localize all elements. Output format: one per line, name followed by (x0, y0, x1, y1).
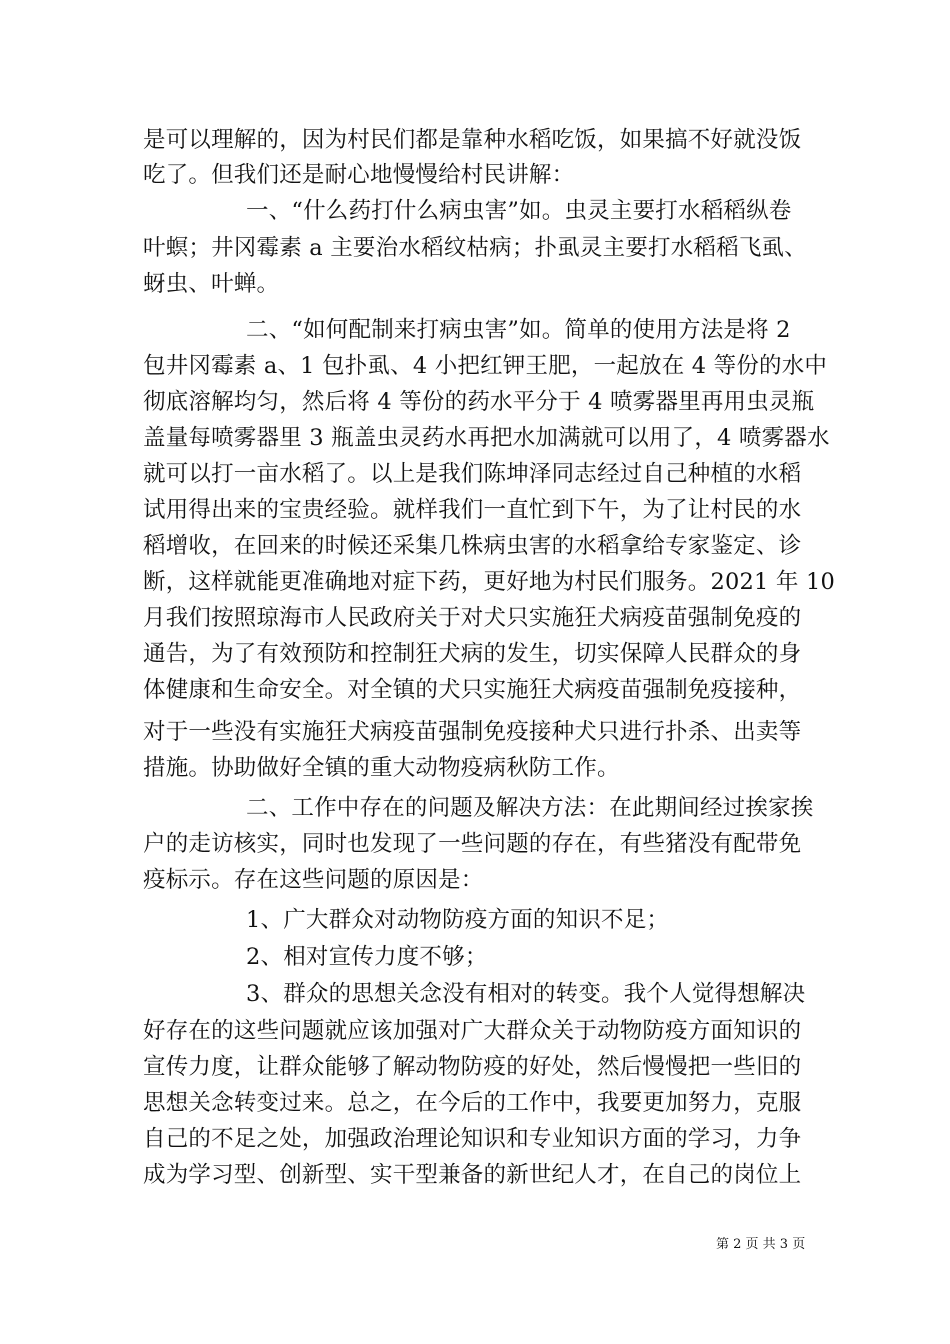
text-line: 户的走访核实，同时也发现了一些问题的存在，有些猪没有配带免 (143, 831, 802, 857)
text-line: 2、相对宣传力度不够； (246, 944, 488, 970)
text-line: 3、群众的思想关念没有相对的转变。我个人觉得想解决 (246, 981, 806, 1007)
text-line: 宣传力度，让群众能够了解动物防疫的好处，然后慢慢把一些旧的 (143, 1054, 802, 1080)
text-line: 对于一些没有实施狂犬病疫苗强制免疫接种犬只进行扑杀、出卖等 (143, 719, 802, 745)
text-line: 试用得出来的宝贵经验。就样我们一直忙到下午，为了让村民的水 (143, 497, 802, 523)
text-line: 二、“如何配制来打病虫害”如。简单的使用方法是将 2 (246, 317, 791, 343)
text-line: 是可以理解的，因为村民们都是靠种水稻吃饭，如果搞不好就没饭 (143, 127, 802, 153)
text-line: 措施。协助做好全镇的重大动物疫病秋防工作。 (143, 755, 620, 781)
text-line: 通告，为了有效预防和控制狂犬病的发生，切实保障人民群众的身 (143, 641, 802, 667)
text-line: 就可以打一亩水稻了。以上是我们陈坤泽同志经过自己种植的水稻 (143, 461, 802, 487)
page-number: 第 2 页 共 3 页 (716, 1237, 806, 1252)
text-line: 体健康和生命安全。对全镇的犬只实施狂犬病疫苗强制免疫接种， (143, 677, 802, 703)
text-line: 彻底溶解均匀，然后将 4 等份的药水平分于 4 喷雾器里再用虫灵瓶 (143, 389, 815, 415)
text-line: 盖量每喷雾器里 3 瓶盖虫灵药水再把水加满就可以用了，4 喷雾器水 (143, 425, 830, 451)
text-line: 思想关念转变过来。总之，在今后的工作中，我要更加努力，克服 (143, 1090, 802, 1116)
text-line: 吃了。但我们还是耐心地慢慢给村民讲解： (143, 162, 575, 188)
text-line: 稻增收，在回来的时候还采集几株病虫害的水稻拿给专家鉴定、诊 (143, 533, 802, 559)
text-line: 月我们按照琼海市人民政府关于对犬只实施狂犬病疫苗强制免疫的 (143, 605, 802, 631)
text-line: 1、广大群众对动物防疫方面的知识不足； (246, 907, 670, 933)
text-line: 一、“什么药打什么病虫害”如。虫灵主要打水稻稻纵卷 (246, 198, 792, 224)
text-line: 自己的不足之处，加强政治理论知识和专业知识方面的学习，力争 (143, 1126, 802, 1152)
text-line: 断，这样就能更准确地对症下药，更好地为村民们服务。2021 年 10 (143, 569, 835, 595)
text-line: 包井冈霉素 a、1 包扑虱、4 小把红钾王肥，一起放在 4 等份的水中 (143, 353, 828, 379)
text-line: 疫标示。存在这些问题的原因是： (143, 867, 484, 893)
text-line: 二、工作中存在的问题及解决方法：在此期间经过挨家挨 (246, 795, 814, 821)
text-line: 叶螟；井冈霉素 a 主要治水稻纹枯病；扑虱灵主要打水稻稻飞虱、 (143, 235, 807, 261)
text-line: 成为学习型、创新型、实干型兼备的新世纪人才，在自己的岗位上 (143, 1162, 802, 1188)
text-line: 好存在的这些问题就应该加强对广大群众关于动物防疫方面知识的 (143, 1018, 802, 1044)
text-line: 蚜虫、叶蝉。 (143, 271, 280, 297)
